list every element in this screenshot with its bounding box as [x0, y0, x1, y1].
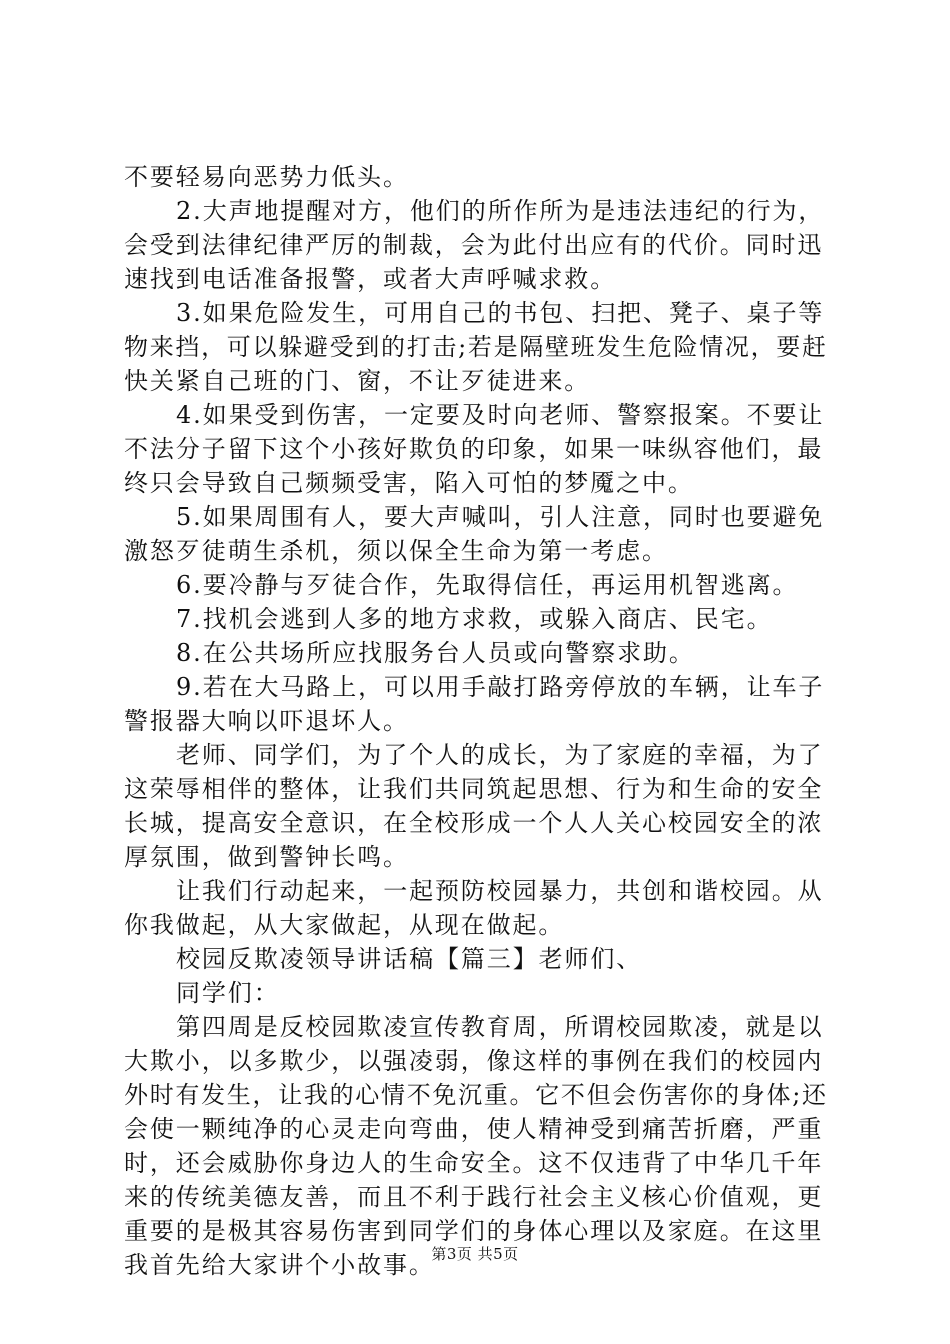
text-line: 来的传统美德友善，而且不利于践行社会主义核心价值观，更 — [124, 1183, 824, 1211]
page-footer: 第3页 共5页 — [431, 1245, 519, 1263]
text-line: 终只会导致自己频频受害，陷入可怕的梦魇之中。 — [124, 469, 694, 497]
text-line: 激怒歹徒萌生杀机，须以保全生命为第一考虑。 — [124, 537, 668, 565]
text-line: 你我做起，从大家做起，从现在做起。 — [124, 911, 565, 939]
text-line: 会受到法律纪律严厉的制裁，会为此付出应有的代价。同时迅 — [124, 231, 824, 259]
text-line: 厚氛围，做到警钟长鸣。 — [124, 843, 409, 871]
text-line: 大欺小，以多欺少，以强凌弱，像这样的事例在我们的校园内 — [124, 1047, 824, 1075]
text-line: 2.大声地提醒对方，他们的所作所为是违法违纪的行为， — [176, 197, 825, 225]
text-line: 警报器大响以吓退坏人。 — [124, 707, 409, 735]
text-line: 物来挡，可以躲避受到的打击;若是隔壁班发生危险情况，要赶 — [124, 333, 828, 361]
text-line: 6.要冷静与歹徒合作，先取得信任，再运用机智逃离。 — [176, 571, 799, 599]
text-line: 7.找机会逃到人多的地方求救，或躲入商店、民宅。 — [176, 605, 773, 633]
text-line: 同学们： — [176, 979, 280, 1007]
text-line: 这荣辱相伴的整体，让我们共同筑起思想、行为和生命的安全 — [124, 775, 824, 803]
text-line: 长城，提高安全意识，在全校形成一个人人关心校园安全的浓 — [124, 809, 824, 837]
body-text — [124, 160, 830, 1282]
text-line: 第四周是反校园欺凌宣传教育周，所谓校园欺凌，就是以 — [176, 1013, 824, 1041]
text-line: 不要轻易向恶势力低头。 — [124, 163, 409, 191]
text-line: 8.在公共场所应找服务台人员或向警察求助。 — [176, 639, 695, 667]
text-line: 不法分子留下这个小孩好欺负的印象，如果一味纵容他们，最 — [124, 435, 824, 463]
text-line: 快关紧自己班的门、窗，不让歹徒进来。 — [124, 367, 591, 395]
text-line: 4.如果受到伤害，一定要及时向老师、警察报案。不要让 — [176, 401, 825, 429]
text-line: 9.若在大马路上，可以用手敲打路旁停放的车辆，让车子 — [176, 673, 825, 701]
text-line: 时，还会威胁你身边人的生命安全。这不仅违背了中华几千年 — [124, 1149, 824, 1177]
text-line: 我首先给大家讲个小故事。 — [124, 1251, 435, 1279]
text-line: 会使一颗纯净的心灵走向弯曲，使人精神受到痛苦折磨，严重 — [124, 1115, 824, 1143]
text-line: 重要的是极其容易伤害到同学们的身体心理以及家庭。在这里 — [124, 1217, 824, 1245]
text-line: 3.如果危险发生，可用自己的书包、扫把、凳子、桌子等 — [176, 299, 825, 327]
text-line: 校园反欺凌领导讲话稿【篇三】老师们、 — [176, 945, 643, 973]
text-line: 5.如果周围有人，要大声喊叫，引人注意，同时也要避免 — [176, 503, 825, 531]
text-line: 速找到电话准备报警，或者大声呼喊求救。 — [124, 265, 617, 293]
text-line: 外时有发生，让我的心情不免沉重。它不但会伤害你的身体;还 — [124, 1081, 828, 1109]
text-line: 让我们行动起来，一起预防校园暴力，共创和谐校园。从 — [176, 877, 824, 905]
text-line: 老师、同学们，为了个人的成长，为了家庭的幸福，为了 — [176, 741, 824, 769]
